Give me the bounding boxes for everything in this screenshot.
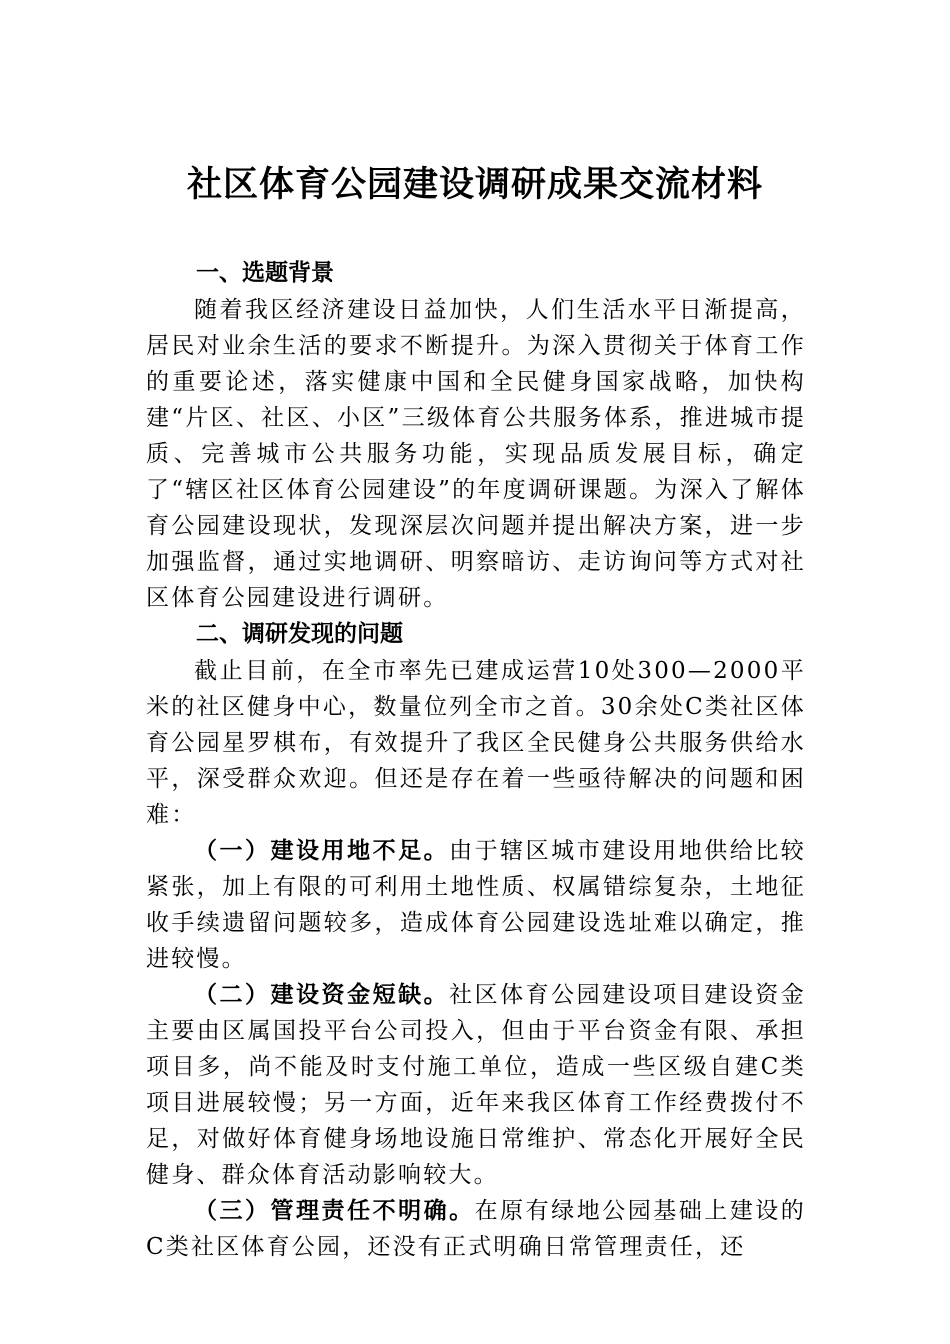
paragraph-text: 由于辖区城市建设用地供给比较紧张，加上有限的可利用土地性质、权属错综复杂，土地征收手续遗留问题较多，造成体育公园建设选址难以确定，推进较慢。 <box>146 838 806 972</box>
paragraph-lead: （二）建设资金短缺。 <box>194 981 450 1008</box>
problem-management-paragraph <box>146 1193 806 1265</box>
paragraph-text: 社区体育公园建设项目建设资金主要由区属国投平台公司投入，但由于平台资金有限、承担项目多，尚不能及时支付施工单位，造成一些区级自建C类项目进展较慢；另一方面，近年来我区体育工作经费拨付不足，对做好体育健身场地设施日常维护、常态化开展好全民健身、群众体育活动影响较大。 <box>146 982 806 1188</box>
paragraph-lead: （三）管理责任不明确。 <box>194 1197 475 1224</box>
paragraph-text: 在原有绿地公园基础上建设的C类社区体育公园，还没有正式明确日常管理责任，还 <box>146 1198 806 1260</box>
background-paragraph <box>146 292 806 616</box>
problems-intro-paragraph <box>146 653 806 833</box>
section-heading-background: 一、选题背景 <box>196 260 334 286</box>
problem-funding-paragraph <box>146 977 806 1193</box>
paragraph-text: 随着我区经济建设日益加快，人们生活水平日渐提高，居民对业余生活的要求不断提升。为深入贯彻关于体育工作的重要论述，落实健康中国和全民健身国家战略，加快构建“片区、社区、小区”三级体育公共服务体系，推进城市提质、完善城市公共服务功能，实现品质发展目标，确定了“辖区社区体育公园建设”的年度调研课题。为深入了解体育公园建设现状，发现深层次问题并提出解决方案，进一步加强监督，通过实地调研、明察暗访、走访询问等方式对社区体育公园建设进行调研。 <box>146 297 806 611</box>
problem-land-paragraph <box>146 833 806 977</box>
document-body <box>146 255 806 1265</box>
section-heading-problems: 二、调研发现的问题 <box>196 621 403 647</box>
paragraph-text: 截止目前，在全市率先已建成运营10处300—2000平米的社区健身中心，数量位列全市之首。30余处C类社区体育公园星罗棋布，有效提升了我区全民健身公共服务供给水平，深受群众欢迎。但还是存在着一些亟待解决的问题和困难： <box>146 658 806 828</box>
paragraph-lead: （一）建设用地不足。 <box>194 837 450 864</box>
document-title: 社区体育公园建设调研成果交流材料 <box>186 164 763 205</box>
